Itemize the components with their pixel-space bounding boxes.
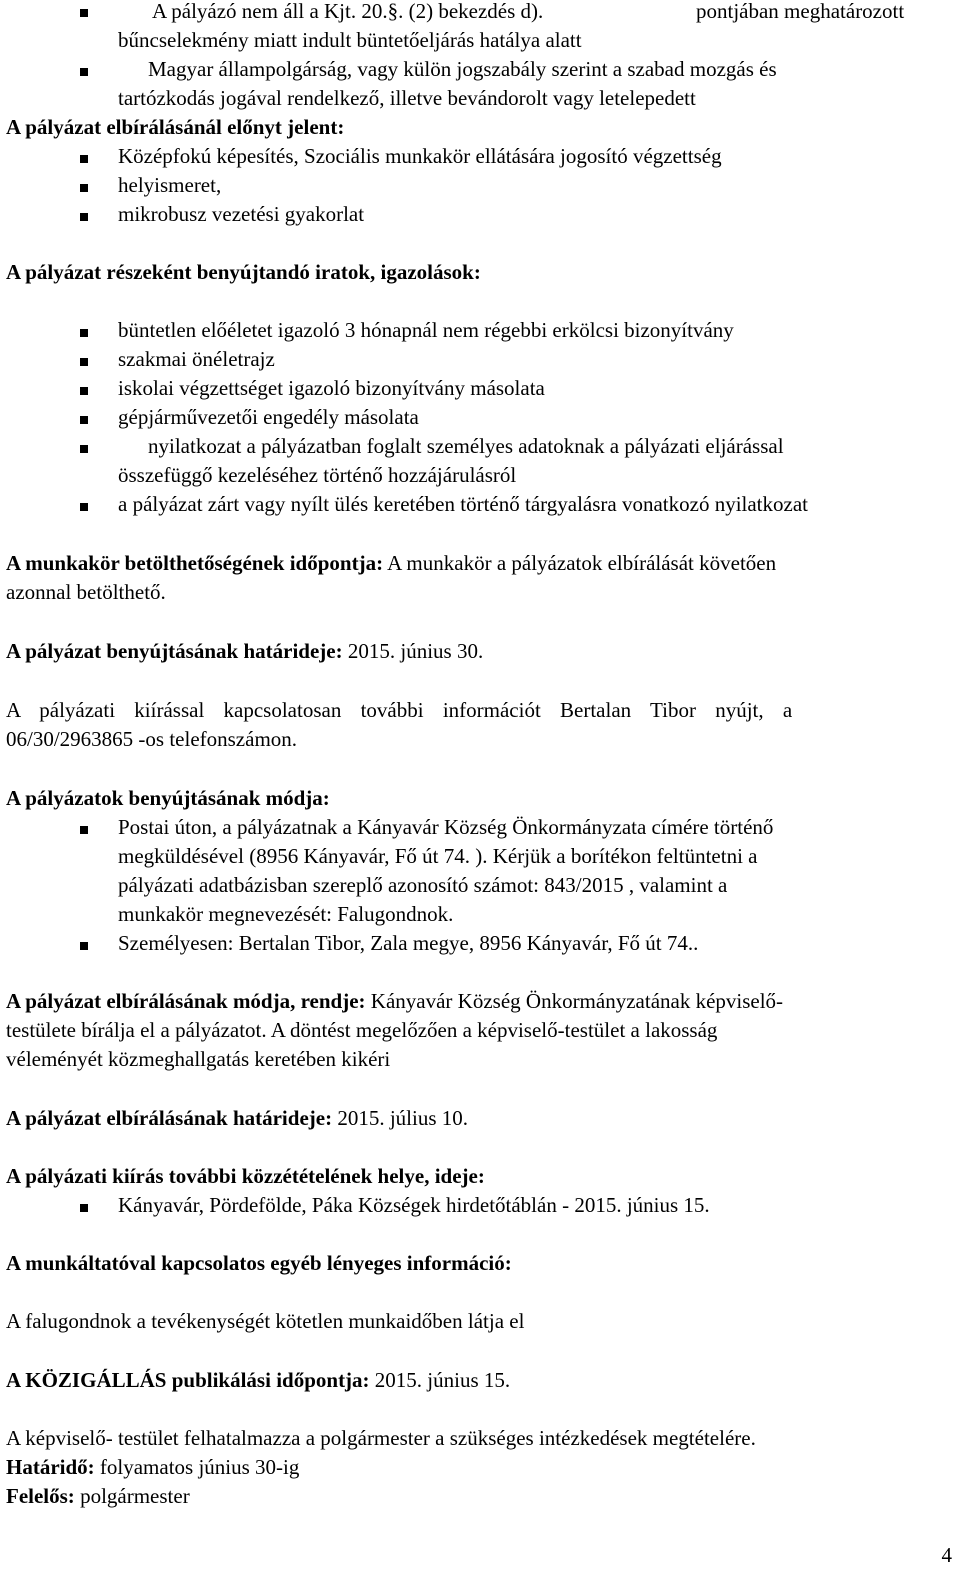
- value: Kányavár Község Önkormányzatának képviselő-: [370, 989, 784, 1013]
- bullet-icon: [80, 184, 88, 192]
- list-item: szakmai önéletrajz: [118, 347, 275, 371]
- text-line: A képviselő- testület felhatalmazza a polgármester a szükséges intézkedések megtételére.: [6, 1426, 756, 1450]
- bullet-icon: [80, 445, 88, 453]
- bullet-icon: [80, 503, 88, 511]
- list-item: Kányavár, Pördefölde, Páka Községek hirdetőtáblán - 2015. június 15.: [118, 1193, 710, 1217]
- text-line: tartózkodás jogával rendelkező, illetve bevándorolt vagy letelepedett: [118, 86, 696, 110]
- section-heading: A pályázat részeként benyújtandó iratok, igazolások:: [6, 260, 481, 284]
- elbiralas-hatarido: [6, 1104, 468, 1133]
- text-line: pontjában meghatározott: [696, 0, 905, 23]
- text-line: azonnal betölthető.: [6, 580, 166, 604]
- list-item: Személyesen: Bertalan Tibor, Zala megye, 8956 Kányavár, Fő út 74..: [118, 931, 699, 955]
- elbiralas-paragraph: [6, 987, 783, 1016]
- value: A munkakör a pályázatok elbírálását követően: [387, 551, 777, 575]
- bullet-icon: [80, 155, 88, 163]
- text-line: 06/30/2963865 -os telefonszámon.: [6, 727, 298, 751]
- text-line: pályázati adatbázisban szereplő azonosító számot: 843/2015 , valamint a: [118, 873, 728, 897]
- bullet-icon: [80, 416, 88, 424]
- betoltheto-paragraph: [6, 549, 776, 578]
- text-line: munkakör megnevezését: Falugondnok.: [118, 902, 454, 926]
- bullet-icon: [80, 9, 88, 17]
- page-number: 4: [941, 1543, 952, 1567]
- kozigallas-paragraph: [6, 1366, 510, 1395]
- section-heading: A pályázat elbírálásánál előnyt jelent:: [6, 115, 345, 139]
- list-item: a pályázat zárt vagy nyílt ülés keretében történő tárgyalásra vonatkozó nyilatkozat: [118, 492, 808, 516]
- list-item: helyismeret,: [118, 173, 222, 197]
- text-line: A pályázati kiírással kapcsolatosan további információt Bertalan Tibor nyújt, a: [6, 698, 793, 722]
- value: folyamatos június 30-ig: [99, 1455, 300, 1479]
- list-item: nyilatkozat a pályázatban foglalt személyes adatoknak a pályázati eljárással: [148, 434, 784, 458]
- bullet-icon: [80, 68, 88, 76]
- list-item: Postai úton, a pályázatnak a Kányavár Község Önkormányzata címére történő: [118, 815, 774, 839]
- hatarido-paragraph: [6, 637, 483, 666]
- list-item: Középfokú képesítés, Szociális munkakör ellátására jogosító végzettség: [118, 144, 722, 168]
- bullet-icon: [80, 329, 88, 337]
- value: 2015. július 10.: [337, 1106, 469, 1130]
- text-line: bűncselekmény miatt indult büntetőeljárás hatálya alatt: [118, 28, 582, 52]
- label: A pályázat elbírálásának módja, rendje:: [6, 989, 366, 1013]
- label: Felelős:: [6, 1484, 75, 1508]
- value: 2015. június 30.: [347, 639, 484, 663]
- list-item: büntetlen előéletet igazoló 3 hónapnál nem régebbi erkölcsi bizonyítvány: [118, 318, 734, 342]
- text-line: testülete bírálja el a pályázatot. A döntést megelőzően a képviselő-testület a lakosság: [6, 1018, 718, 1042]
- hatarido-line: [6, 1453, 299, 1482]
- value: polgármester: [80, 1484, 190, 1508]
- felelos-line: [6, 1482, 190, 1511]
- text-line: A falugondnok a tevékenységét kötetlen munkaidőben látja el: [6, 1309, 525, 1333]
- text-line: A pályázó nem áll a Kjt. 20.§. (2) bekezdés d).: [152, 0, 544, 23]
- label: A KÖZIGÁLLÁS publikálási időpontja:: [6, 1368, 370, 1392]
- label: Határidő:: [6, 1455, 95, 1479]
- list-item: mikrobusz vezetési gyakorlat: [118, 202, 365, 226]
- text-line: Magyar állampolgárság, vagy külön jogszabály szerint a szabad mozgás és: [148, 57, 777, 81]
- bullet-icon: [80, 387, 88, 395]
- label: A pályázat benyújtásának határideje:: [6, 639, 343, 663]
- label: A munkakör betölthetőségének időpontja:: [6, 551, 384, 575]
- value: 2015. június 15.: [374, 1368, 511, 1392]
- list-item: iskolai végzettséget igazoló bizonyítvány másolata: [118, 376, 545, 400]
- bullet-icon: [80, 942, 88, 950]
- list-item: gépjárművezetői engedély másolata: [118, 405, 419, 429]
- text-line: véleményét közmeghallgatás keretében kikéri: [6, 1047, 391, 1071]
- text-line: összefüggő kezeléséhez történő hozzájárulásról: [118, 463, 517, 487]
- section-heading: A munkáltatóval kapcsolatos egyéb lényeges információ:: [6, 1251, 512, 1275]
- section-heading: A pályázatok benyújtásának módja:: [6, 786, 330, 810]
- bullet-icon: [80, 358, 88, 366]
- bullet-icon: [80, 1204, 88, 1212]
- bullet-icon: [80, 826, 88, 834]
- text-line: megküldésével (8956 Kányavár, Fő út 74. ). Kérjük a borítékon feltüntetni a: [118, 844, 758, 868]
- label: A pályázat elbírálásának határideje:: [6, 1106, 333, 1130]
- bullet-icon: [80, 213, 88, 221]
- section-heading: A pályázati kiírás további közzétételének helye, ideje:: [6, 1164, 485, 1188]
